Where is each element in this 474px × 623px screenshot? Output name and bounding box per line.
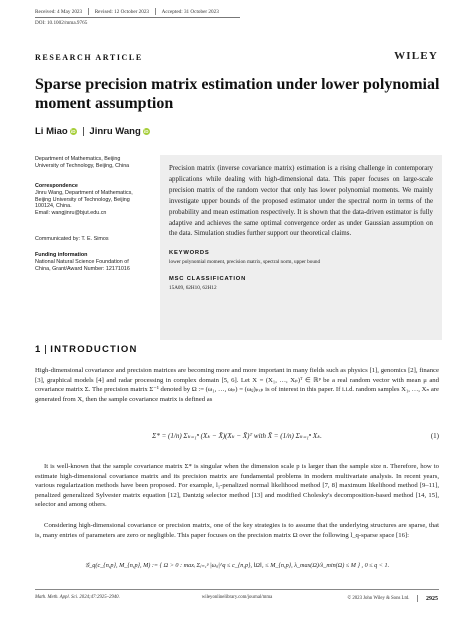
divider: [45, 345, 46, 354]
funding-line: China, Grant/Award Number: 12171016: [35, 265, 130, 272]
author-name[interactable]: Jinru Wang: [89, 126, 141, 137]
copyright: © 2023 John Wiley & Sons Ltd.: [347, 596, 410, 601]
journal-url[interactable]: wileyonlinelibrary.com/journal/mma: [201, 595, 273, 600]
paper-title: Sparse precision matrix estimation under lower polynomial moment assumption: [35, 76, 440, 112]
funding-info: [35, 252, 155, 272]
email-link[interactable]: Email: wangjinru@bjut.edu.cn: [35, 210, 107, 217]
divider: [155, 8, 156, 15]
correspondence-line: Beijing University of Technology, Beijing: [35, 196, 130, 203]
divider: [83, 127, 84, 136]
orcid-icon[interactable]: iD: [70, 129, 76, 134]
divider: [417, 595, 418, 602]
correspondence: [35, 183, 155, 217]
equation-1: [35, 428, 439, 446]
equation-formula: Σ* = (1/n) Σₖ₌₁ⁿ (Xₖ − X̄)(Xₖ − X̄)ᵀ with X̄ = (1/n) Σₖ₌₁ⁿ Xₖ.: [152, 432, 322, 440]
paragraph: Considering high-dimensional covariance or precision matrix, one of the key strategies is to assume that the underlying structures are sparse, that is, many entries of parameters are zero or negligible. This paper focuses on the precision matrix Ω over the following l_q-sparse space [16]:: [35, 522, 439, 539]
affiliation: [35, 156, 155, 170]
orcid-icon[interactable]: iD: [144, 129, 149, 134]
paragraph: It is well-known that the sample covariance matrix Σ* is singular when the dimension scale p is larger than the sample size n. Therefore, how to estimate high-dimensional covariance matrix and its precision matrix are fundamental problems in modern multivariate analysis. In recent years, various regularization methods have been proposed. For example, l₁-penalized normal likelihood method [7, 8] maximum likelihood method [9–11], penalized generalized Sylvester matrix equation [12], Dantzig selector method [13] and modified Cholesky's decomposition-based method [14, 15], selector and among others.: [35, 463, 439, 509]
keywords-heading: KEYWORDS: [169, 250, 210, 257]
paragraph: High-dimensional covariance and precision matrices are becoming more and more important in many fields such as physics [1], genomics [2], finance [3], graphical models [4] and radar processing in complex domain [5, 6]. Let X = (X₁, …, Xₚ)ᵀ ∈ ℝᵖ be a real random vector with mean μ and covariance matrix Σ. The precision matrix Σ⁻¹ denoted by Ω := (ω₁, …, ωₚ) = (ωᵢⱼ)ₚₓₚ is of interest in this paper. If i.i.d. random samples X₁, …, Xₙ are generated from X, then the sample covariance matrix is defined as: [35, 367, 439, 403]
affiliation-line: Department of Mathematics, Beijing: [35, 156, 121, 162]
keywords-text: lower polynomial moment, precision matrix, spectral norm, upper bound: [169, 259, 321, 266]
doi-link[interactable]: DOI: 10.1002/mma.9765: [35, 20, 88, 26]
equation-formula: 𝒢_q(c_{n,p}, M_{n,p}, M) := { Ω > 0 : maxᵢ Σⱼ₌₁ᵖ |ωᵢⱼ|^q ≤ c_{n,p}, ‖Ω‖₁ ≤ M_{n,p}, λ_max(Ω)/λ_min(Ω) ≤ M } , 0 ≤ q < 1.: [84, 562, 390, 569]
correspondence-line: Jinru Wang, Department of Mathematics,: [35, 189, 133, 196]
article-history: [35, 8, 219, 15]
revised-date: Revised: 12 October 2023: [94, 8, 150, 15]
footer-rule: [35, 589, 439, 590]
accepted-date: Accepted: 31 October 2023: [161, 8, 219, 15]
footer-right: [348, 595, 438, 602]
correspondence-line: 100124, China.: [35, 203, 72, 210]
section-heading: [35, 344, 138, 355]
equation-2: [35, 560, 439, 574]
msc-text: 15A09, 62H10, 62H12: [169, 285, 217, 292]
page-number: 2925: [426, 595, 438, 602]
funding-heading: Funding information: [35, 252, 88, 258]
affiliation-line: University of Technology, Beijing, China: [35, 162, 130, 169]
header-rule: [35, 17, 240, 18]
journal-citation: Math. Meth. Appl. Sci. 2024;47:2925–2940.: [35, 595, 120, 600]
author-list: [35, 126, 150, 137]
funding-line: National Natural Science Foundation of: [35, 258, 129, 265]
msc-heading: MSC CLASSIFICATION: [169, 276, 247, 283]
section-number: 1: [35, 344, 42, 355]
abstract-text: Precision matrix (inverse covariance matrix) estimation is a rising challenge in contemporary applications while dealing with high-dimensional data. This paper focuses on large-scale precision matrix of the random vector that only has lower polynomial moments. We mainly investigate upper bounds of the proposed estimator under the spectral norm in terms of the probability and mean estimation respectively. It is shown that the data-driven estimator is fully adaptive and achieves the same optimal convergence order as under Gaussian assumption on the data. Simulation studies further support our theoretical claims.: [169, 165, 433, 238]
publisher-logo: WILEY: [394, 50, 438, 62]
abstract-box: [160, 155, 442, 340]
article-type: RESEARCH ARTICLE: [35, 53, 143, 62]
communicated-by: Communicated by: T. E. Simos: [35, 236, 109, 242]
author-name[interactable]: Li Miao: [35, 126, 68, 137]
section-title: INTRODUCTION: [50, 344, 138, 355]
equation-number: (1): [430, 432, 439, 440]
received-date: Received: 4 May 2023: [35, 8, 83, 15]
correspondence-heading: Correspondence: [35, 183, 78, 189]
divider: [88, 8, 89, 15]
